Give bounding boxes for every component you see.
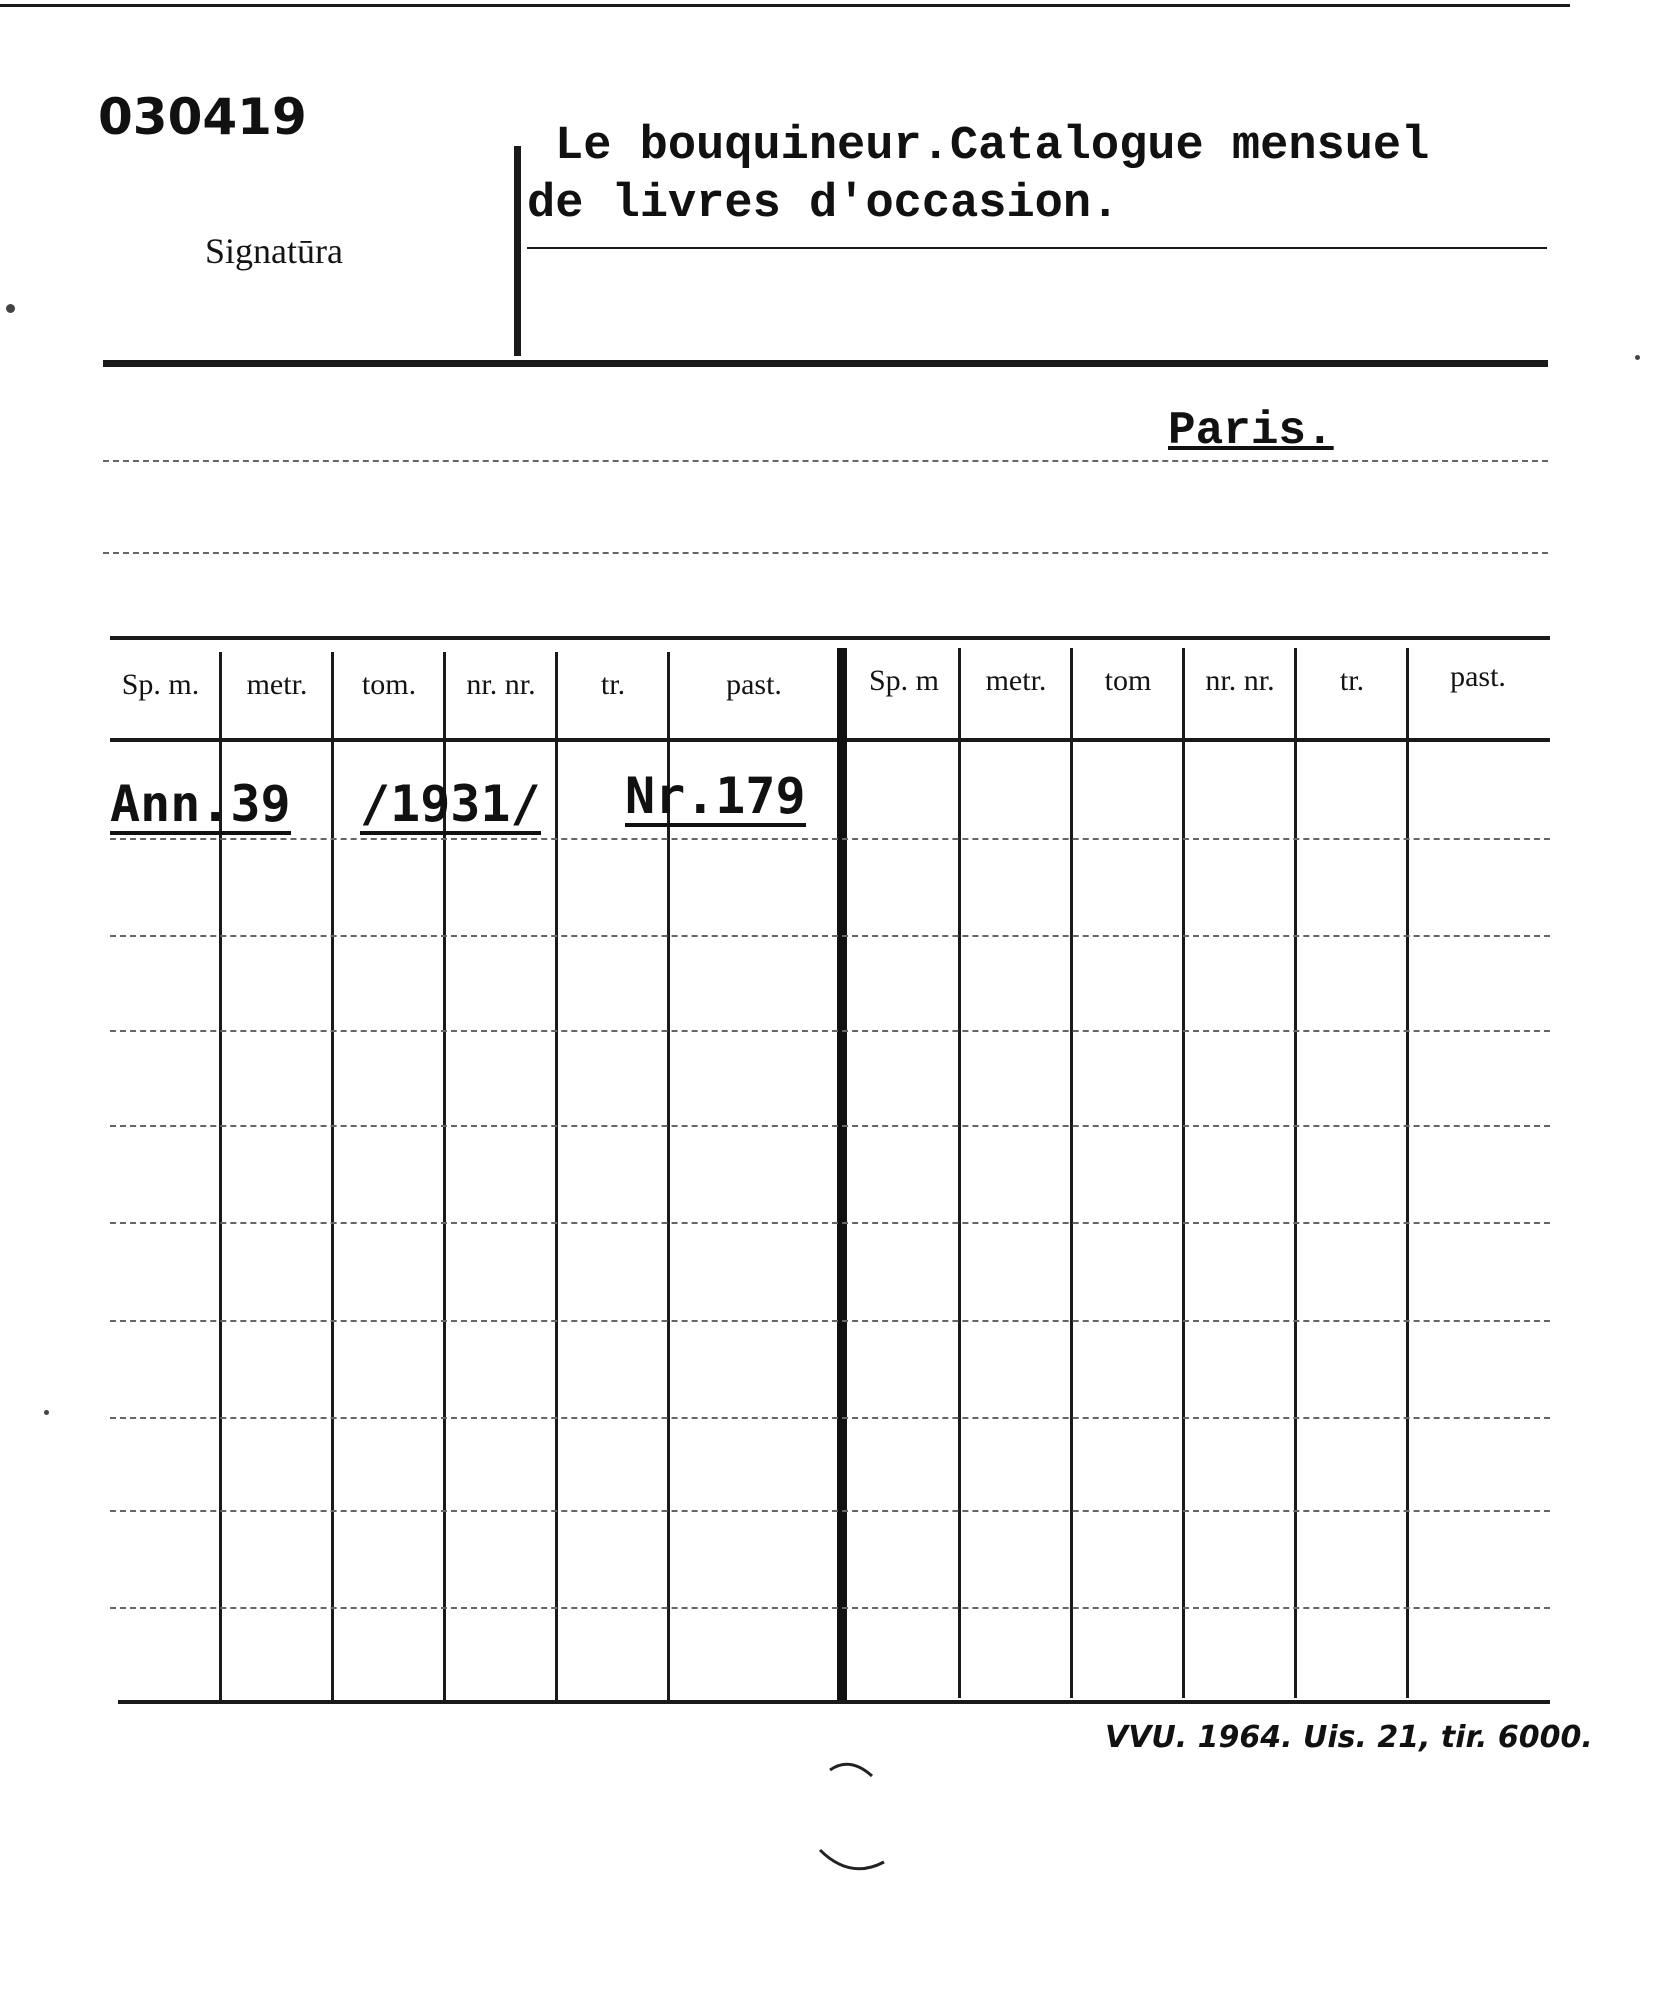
header-right-tr: tr.	[1339, 664, 1365, 697]
card-number: 030419	[98, 88, 307, 146]
scan-speck	[1635, 355, 1640, 360]
row-line	[110, 1222, 1550, 1224]
row-line	[110, 1510, 1550, 1512]
table-center-divider	[837, 648, 847, 1702]
punch-hole-mark	[810, 1748, 890, 1888]
title-line-2: de livres d'occasion.	[527, 178, 1120, 231]
row-line	[110, 935, 1550, 937]
title-underline	[527, 247, 1547, 249]
place-of-publication: Paris.	[1168, 405, 1334, 457]
entry-number: Nr.179	[625, 767, 806, 825]
header-right-past: past.	[1450, 660, 1506, 693]
printer-note: VVU. 1964. Uis. 21, tir. 6000.	[1105, 1720, 1593, 1755]
row-line	[110, 1417, 1550, 1419]
column-line	[555, 652, 558, 1702]
header-right-metr: metr.	[985, 664, 1047, 697]
header-left-sp-m: Sp. m.	[121, 668, 200, 701]
header-left-tr: tr.	[600, 668, 626, 701]
entry-annus: Ann.39	[110, 775, 291, 833]
header-bottom-border	[110, 738, 1550, 742]
row-line	[110, 1607, 1550, 1609]
card-top-edge	[0, 4, 1570, 7]
entry-year: /1931/	[360, 775, 541, 833]
scan-speck	[6, 304, 15, 313]
header-right-tom: tom	[1104, 664, 1152, 697]
row-line	[110, 1125, 1550, 1127]
header-left-past: past.	[726, 668, 782, 701]
scan-speck	[44, 1410, 49, 1415]
column-line	[1406, 648, 1409, 1698]
column-line	[1182, 648, 1185, 1698]
column-line	[1294, 648, 1297, 1698]
column-line	[331, 652, 334, 1702]
title-line-1: Le bouquineur.Catalogue mensuel	[555, 120, 1430, 173]
column-line	[958, 648, 961, 1698]
header-right-nr-nr: nr. nr.	[1205, 664, 1275, 697]
header-rule	[103, 360, 1548, 367]
header-divider	[514, 146, 521, 356]
table-top-border	[110, 636, 1550, 640]
header-left-metr: metr.	[246, 668, 308, 701]
place-line	[103, 460, 1548, 462]
header-left-tom: tom.	[361, 668, 417, 701]
row-line	[110, 838, 1550, 840]
column-line	[1070, 648, 1073, 1698]
row-line	[110, 1320, 1550, 1322]
signature-label: Signatūra	[205, 231, 343, 271]
header-right-sp-m: Sp. m	[868, 664, 940, 697]
header-left-nr-nr: nr. nr.	[466, 668, 536, 701]
row-line	[110, 1030, 1550, 1032]
table-bottom-border	[118, 1700, 1550, 1704]
blank-line	[103, 552, 1548, 554]
